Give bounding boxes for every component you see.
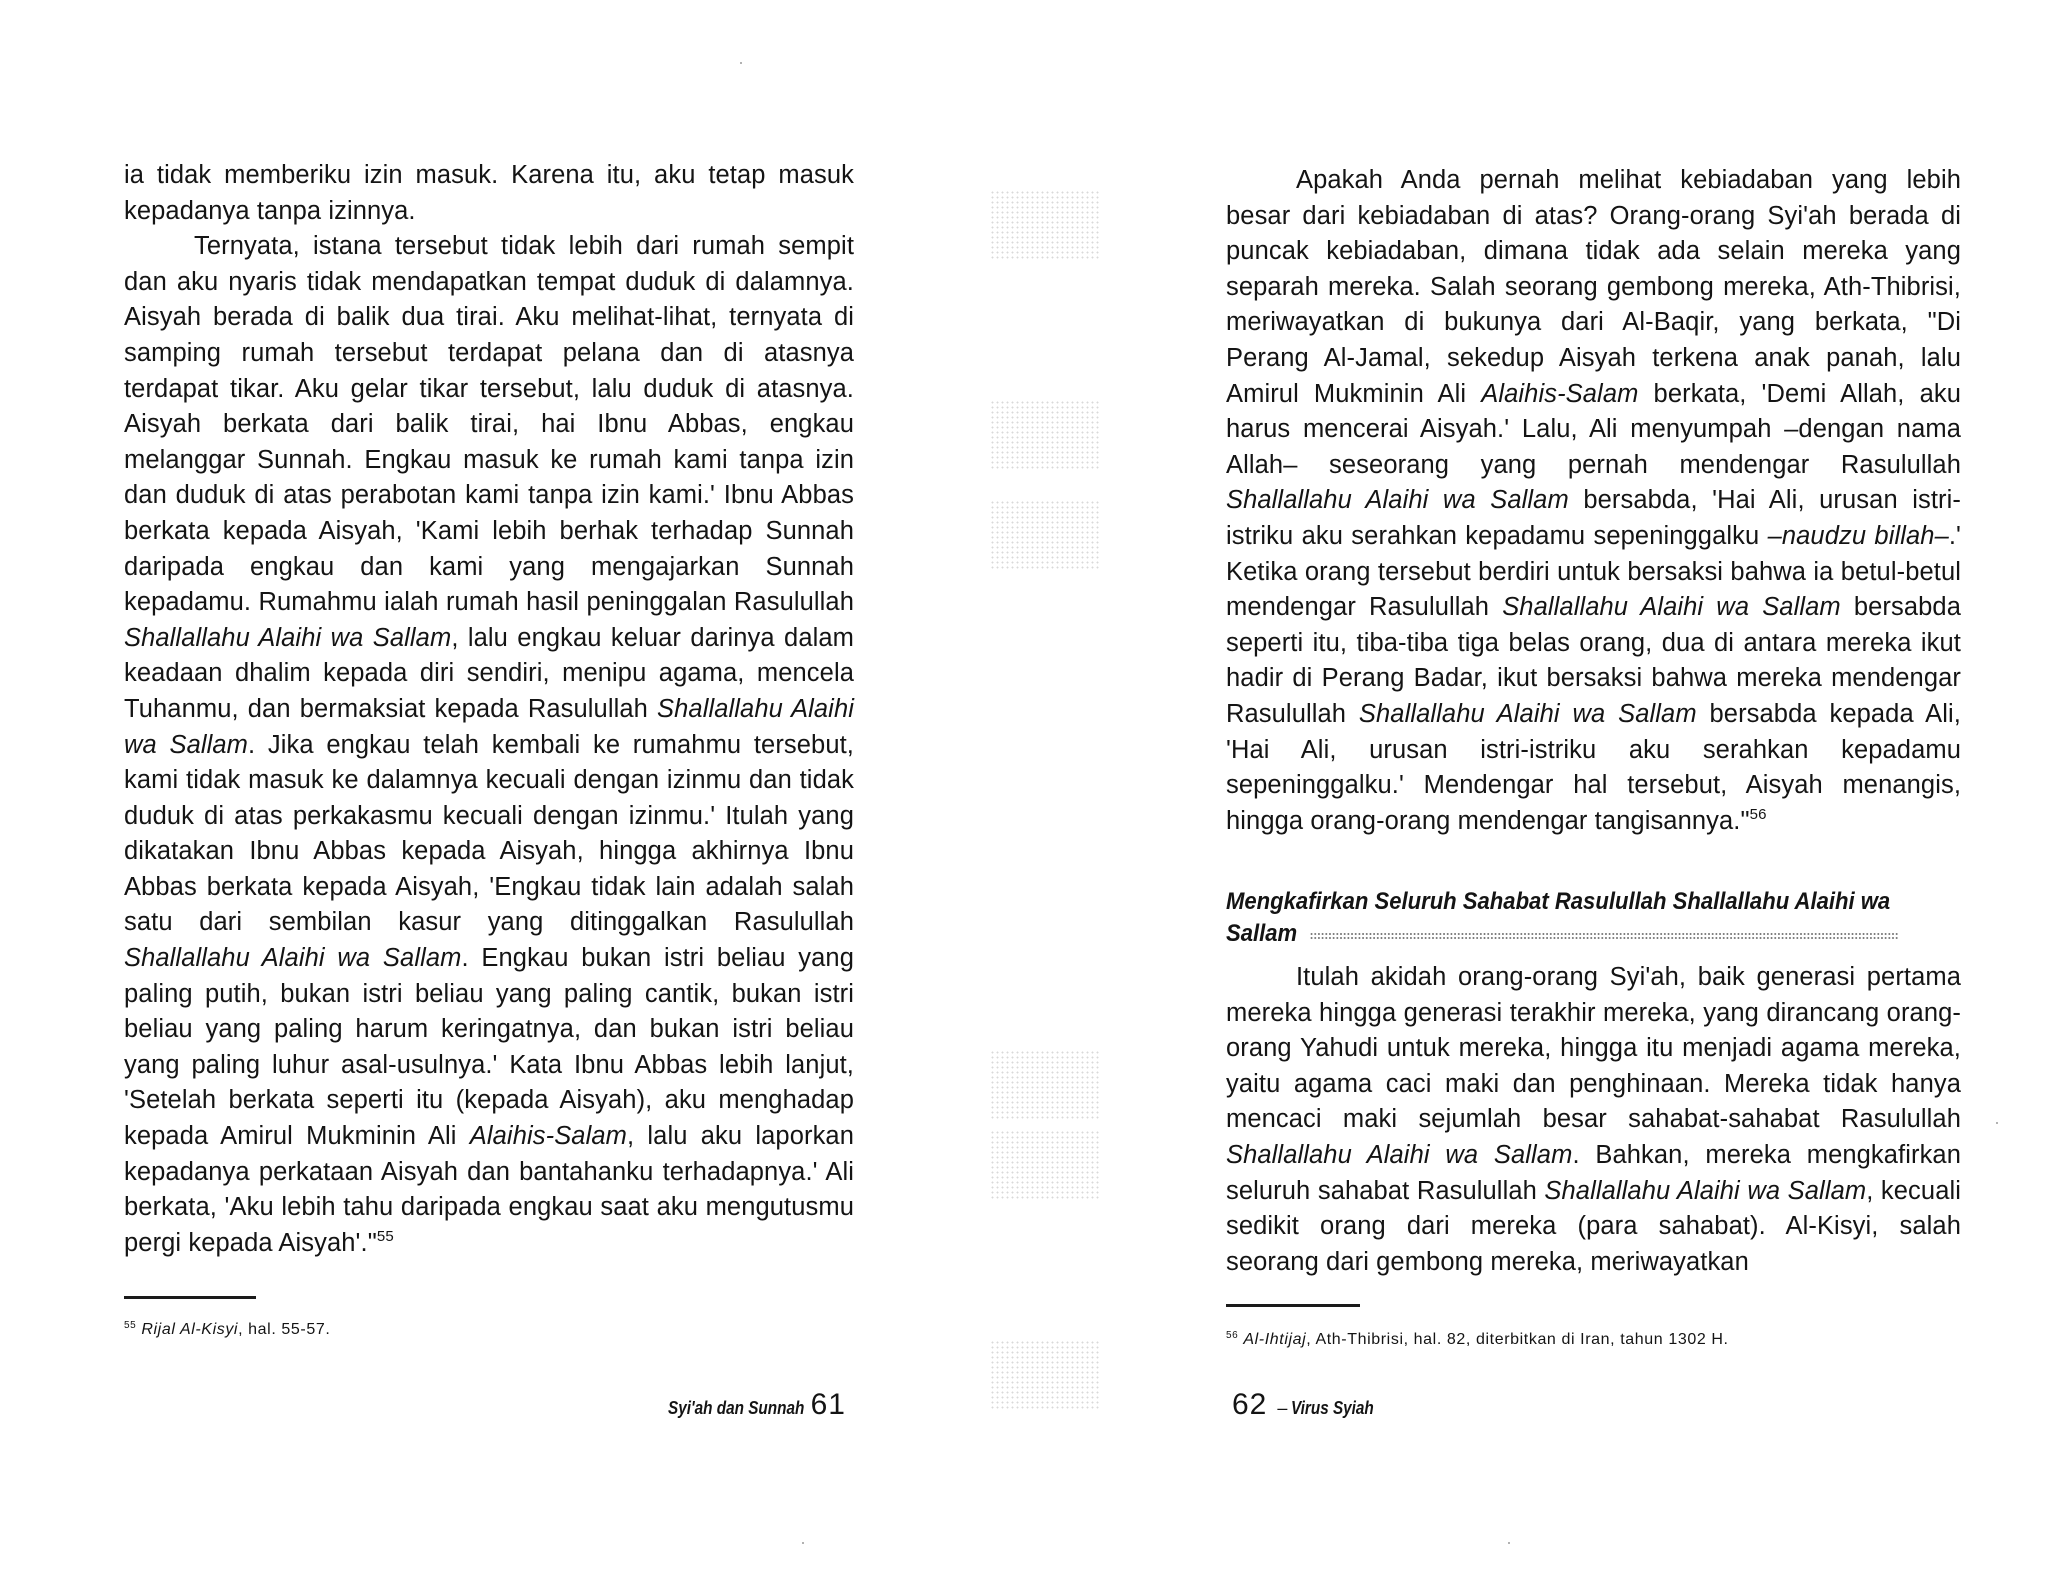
text-run: bersabda kepada Ali, 'Hai Ali, urusan istri-istriku aku serahkan kepadamu sepeninggalku.' Mendengar hal tersebut, Aisyah menangis, hingga orang-orang mendengar tangisannya." <box>1226 699 1961 835</box>
left-paragraph-1 <box>124 158 854 229</box>
text-run: . Bahkan, mereka mengkafirkan seluruh sahabat Rasulullah <box>1226 1140 1961 1205</box>
text-run: bersabda, 'Hai Ali, urusan istri-istriku aku serahkan kepadamu sepeninggalku <box>1226 486 1961 550</box>
italic-text: Shallallahu Alaihi wa Sallam <box>124 694 854 759</box>
text-run: , Ath-Thibrisi, hal. 82, diterbitkan di Iran, tahun 1302 H. <box>1306 1331 1729 1348</box>
page-number: 62 <box>1232 1388 1268 1421</box>
left-running-footer <box>644 1388 852 1422</box>
italic-text: –naudzu billah– <box>1767 521 1949 550</box>
page-number: 61 <box>810 1388 846 1421</box>
italic-text: Alaihis-Salam <box>1481 379 1639 408</box>
italic-text: Alaihis-Salam <box>469 1122 627 1151</box>
right-paragraph-1 <box>1226 163 1961 839</box>
italic-text: Shallallahu Alaihi wa Sallam <box>124 944 462 973</box>
italic-text: Shallallahu Alaihi wa Sallam <box>1226 1140 1573 1169</box>
footnote-separator <box>1226 1304 1360 1307</box>
section-heading <box>1226 886 1902 950</box>
italic-text: Shallallahu Alaihi wa Sallam <box>1544 1176 1867 1205</box>
section-heading-text: Mengkafirkan Seluruh Sahabat Rasulullah Shallallahu Alaihi wa Sallam <box>1226 888 1891 947</box>
text-run: , kecuali sedikit orang dari mereka (para sahabat). Al-Kisyi, salah seorang dari gembong mereka, meriwayatkan <box>1226 1176 1962 1276</box>
footnote-55 <box>124 1320 624 1340</box>
right-paragraph-2 <box>1226 960 1961 1280</box>
right-running-footer <box>1226 1388 1389 1422</box>
running-title: Syi'ah dan Sunnah <box>668 1398 805 1418</box>
text-run: . Engkau bukan istri beliau yang paling putih, bukan istri beliau yang paling cantik, bukan istri beliau yang paling harum keringatnya, dan bukan istri beliau yang paling luhur asal-usulnya.' Kata Ibnu Abbas lebih lanjut, 'Setelah berkata seperti itu (kepada Aisyah), aku menghadap kepada Amirul Mukminin Ali <box>124 944 854 1151</box>
text-run: . Jika engkau telah kembali ke rumahmu tersebut, kami tidak masuk ke dalamnya kecuali dengan izinmu dan tidak duduk di atas perkakasmu kecuali dengan izinmu.' Itulah yang dikatakan Ibnu Abbas kepada Aisyah, hingga akhirnya Ibnu Abbas berkata kepada Aisyah, 'Engkau tidak lain adalah salah satu dari sembilan kasur yang ditinggalkan Rasulullah <box>124 730 854 937</box>
footnote-separator <box>124 1296 256 1299</box>
left-paragraph-2 <box>124 229 854 1261</box>
italic-text: Shallallahu Alaihi wa Sallam <box>1502 593 1841 622</box>
text-run: , lalu engkau keluar darinya dalam keadaan dhalim kepada diri sendiri, menipu agama, mencela Tuhanmu, dan bermaksiat kepada Rasulullah <box>124 623 854 723</box>
text-run: berkata, 'Demi Allah, aku harus mencerai Aisyah.' Lalu, Ali menyumpah –dengan nama Allah– seseorang yang pernah mendengar Rasulullah <box>1226 379 1961 479</box>
footnote-ref: 55 <box>124 1320 137 1331</box>
footnote-ref: 55 <box>376 1227 394 1245</box>
italic-text: Al-Ihtijaj <box>1243 1331 1307 1348</box>
text-run: .' Ketika orang tersebut berdiri untuk bersaksi bahwa ia betul-betul mendengar Rasulullah <box>1226 521 1962 622</box>
footnote-56 <box>1226 1330 1986 1350</box>
text-run: Itulah akidah orang-orang Syi'ah, baik generasi pertama mereka hingga generasi terakhir mereka, yang dirancang orang-orang Yahudi untuk mereka, hingga itu menjadi agama mereka, yaitu agama caci maki dan penghinaan. Mereka tidak hanya mencaci maki sejumlah besar sahabat-sahabat Rasulullah <box>1226 963 1961 1134</box>
heading-dotted-leader <box>1310 932 1899 940</box>
right-page-body-bottom <box>1226 960 1961 1280</box>
left-page-body <box>124 158 854 1261</box>
text-run: , hal. 55-57. <box>238 1321 331 1338</box>
italic-text: Rijal Al-Kisyi <box>141 1321 239 1338</box>
left-page <box>0 0 1000 1585</box>
italic-text: Shallallahu Alaihi wa Sallam <box>1358 699 1697 728</box>
right-page <box>1000 0 2048 1585</box>
footer-separator: – <box>1277 1398 1288 1418</box>
text-run: bersabda seperti itu, tiba-tiba tiga belas orang, dua di antara mereka ikut hadir di Perang Badar, ikut bersaksi bahwa mereka mendengar Rasulullah <box>1226 593 1961 728</box>
footnote-ref: 56 <box>1226 1330 1239 1341</box>
text-run: ia tidak memberiku izin masuk. Karena itu, aku tetap masuk kepadanya tanpa izinnya. <box>124 161 854 225</box>
text-run: Ternyata, istana tersebut tidak lebih dari rumah sempit dan aku nyaris tidak mendapatkan tempat duduk di dalamnya. Aisyah berada di balik dua tirai. Aku melihat-lihat, ternyata di samping rumah tersebut terdapat pelana dan di atasnya terdapat tikar. Aku gelar tikar tersebut, lalu duduk di atasnya. Aisyah berkata dari balik tirai, hai Ibnu Abbas, engkau melanggar Sunnah. Engkau masuk ke rumah kami tanpa izin dan duduk di atas perabotan kami tanpa izin kami.' Ibnu Abbas berkata kepada Aisyah, 'Kami lebih berhak terhadap Sunnah daripada engkau dan kami yang mengajarkan Sunnah kepadamu. Rumahmu ialah rumah hasil peninggalan Rasulullah <box>124 232 854 617</box>
text-run: , lalu aku laporkan kepadanya perkataan Aisyah dan bantahanku terhadapnya.' Ali berkata, 'Aku lebih tahu daripada engkau saat aku mengutusmu pergi kepada Aisyah'." <box>124 1122 854 1257</box>
footnote-ref: 56 <box>1749 805 1767 823</box>
italic-text: Shallallahu Alaihi wa Sallam <box>124 623 452 652</box>
text-run: Apakah Anda pernah melihat kebiadaban yang lebih besar dari kebiadaban di atas? Orang-orang Syi'ah berada di puncak kebiadaban, dimana tidak ada selain mereka yang separah mereka. Salah seorang gembong mereka, Ath-Thibrisi, meriwayatkan di bukunya dari Al-Baqir, yang berkata, "Di Perang Al-Jamal, sekedup Aisyah terkena anak panah, lalu Amirul Mukminin Ali <box>1226 166 1961 408</box>
right-page-body-top <box>1226 163 1961 839</box>
running-title: Virus Syiah <box>1291 1398 1375 1418</box>
italic-text: Shallallahu Alaihi wa Sallam <box>1226 486 1569 515</box>
